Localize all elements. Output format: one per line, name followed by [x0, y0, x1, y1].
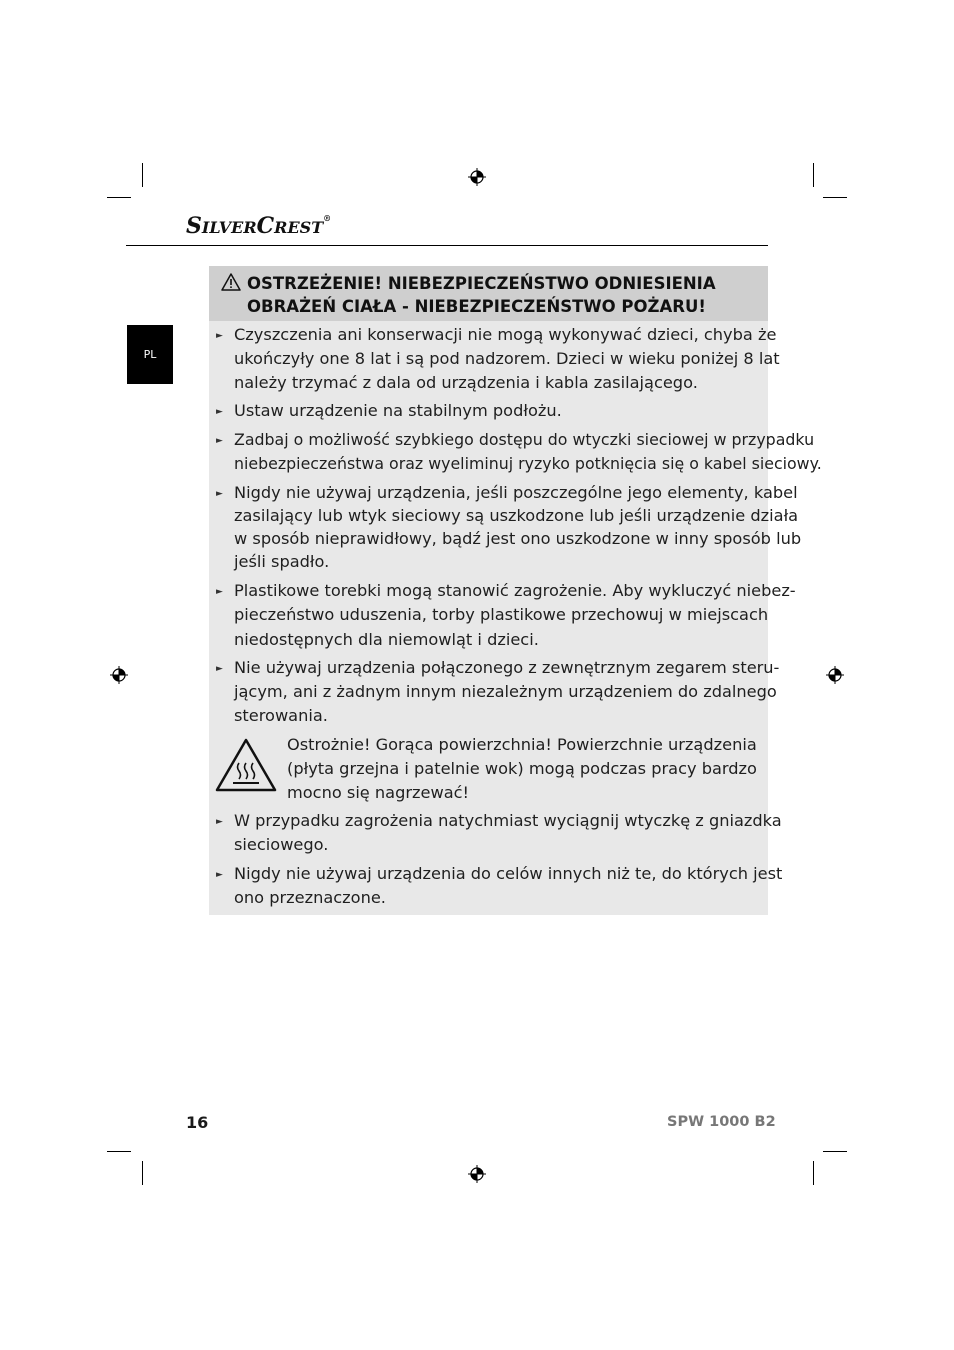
warning-title: OBRAŻEŃ CIAŁA - NIEBEZPIECZEŃSTWO POŻARU!: [247, 297, 706, 316]
bullet-arrow-icon: ►: [216, 331, 223, 341]
bullet-arrow-icon: ►: [216, 407, 223, 417]
language-tab-label: PL: [143, 348, 157, 361]
registration-mark-icon: [468, 1165, 486, 1183]
model-number: SPW 1000 B2: [667, 1114, 776, 1130]
bullet-arrow-icon: ►: [216, 436, 223, 446]
bullet-arrow-icon: ►: [216, 489, 223, 499]
bullet-arrow-icon: ►: [216, 587, 223, 597]
crop-mark: [823, 197, 847, 198]
language-tab: [127, 325, 173, 384]
bullet-text: Zadbaj o możliwość szybkiego dostępu do wtyczki sieciowej w przypadku: [234, 430, 815, 449]
hot-surface-warning-icon: [214, 737, 278, 793]
crop-mark: [107, 1151, 131, 1152]
hot-surface-text: (płyta grzejna i patelnie wok) mogą podczas pracy bardzo: [287, 759, 757, 778]
hot-surface-text: Ostrożnie! Gorąca powierzchnia! Powierzchnie urządzenia: [287, 735, 757, 754]
header-rule: [126, 245, 768, 246]
crop-mark: [142, 1161, 143, 1185]
bullet-text: w sposób nieprawidłowy, bądź jest ono uszkodzone w inny sposób lub: [234, 529, 802, 548]
hot-surface-text: mocno się nagrzewać!: [287, 783, 470, 802]
crop-mark: [142, 163, 143, 187]
page-number: 16: [186, 1113, 209, 1132]
registration-mark-icon: [110, 666, 128, 684]
bullet-text: sieciowego.: [234, 835, 329, 854]
bullet-text: Czyszczenia ani konserwacji nie mogą wykonywać dzieci, chyba że: [234, 325, 777, 344]
crop-mark: [107, 197, 131, 198]
registration-mark-icon: [826, 666, 844, 684]
bullet-text: niedostępnych dla niemowląt i dzieci.: [234, 630, 539, 649]
bullet-arrow-icon: ►: [216, 664, 223, 674]
bullet-text: zasilający lub wtyk sieciowy są uszkodzone lub jeśli urządzenie działa: [234, 506, 799, 525]
warning-title: OSTRZEŻENIE! NIEBEZPIECZEŃSTWO ODNIESIENIA: [247, 274, 716, 293]
bullet-text: jącym, ani z żadnym innym niezależnym urządzeniem do zdalnego: [234, 682, 777, 701]
crop-mark: [823, 1151, 847, 1152]
bullet-text: Nigdy nie używaj urządzenia, jeśli poszczególne jego elementy, kabel: [234, 483, 798, 502]
bullet-arrow-icon: ►: [216, 870, 223, 880]
brand-logo: SILVERCREST®: [186, 213, 332, 239]
crop-mark: [813, 163, 814, 187]
bullet-text: Nigdy nie używaj urządzenia do celów innych niż te, do których jest: [234, 864, 783, 883]
bullet-text: Nie używaj urządzenia połączonego z zewnętrznym zegarem steru-: [234, 658, 780, 677]
bullet-text: W przypadku zagrożenia natychmiast wyciągnij wtyczkę z gniazdka: [234, 811, 782, 830]
registration-mark-icon: [468, 168, 486, 186]
crop-mark: [813, 1161, 814, 1185]
bullet-text: pieczeństwo uduszenia, torby plastikowe przechowuj w miejscach: [234, 605, 769, 624]
bullet-text: należy trzymać z dala od urządzenia i kabla zasilającego.: [234, 373, 698, 392]
bullet-text: jeśli spadło.: [234, 552, 330, 571]
bullet-text: ono przeznaczone.: [234, 888, 386, 907]
bullet-text: Ustaw urządzenie na stabilnym podłożu.: [234, 401, 562, 420]
bullet-text: ukończyły one 8 lat i są pod nadzorem. Dzieci w wieku poniżej 8 lat: [234, 349, 780, 368]
bullet-arrow-icon: ►: [216, 817, 223, 827]
warning-triangle-icon: [221, 273, 241, 291]
bullet-text: niebezpieczeństwa oraz wyeliminuj ryzyko potknięcia się o kabel sieciowy.: [234, 454, 822, 473]
bullet-text: Plastikowe torebki mogą stanowić zagrożenie. Aby wykluczyć niebez-: [234, 581, 796, 600]
bullet-text: sterowania.: [234, 706, 328, 725]
